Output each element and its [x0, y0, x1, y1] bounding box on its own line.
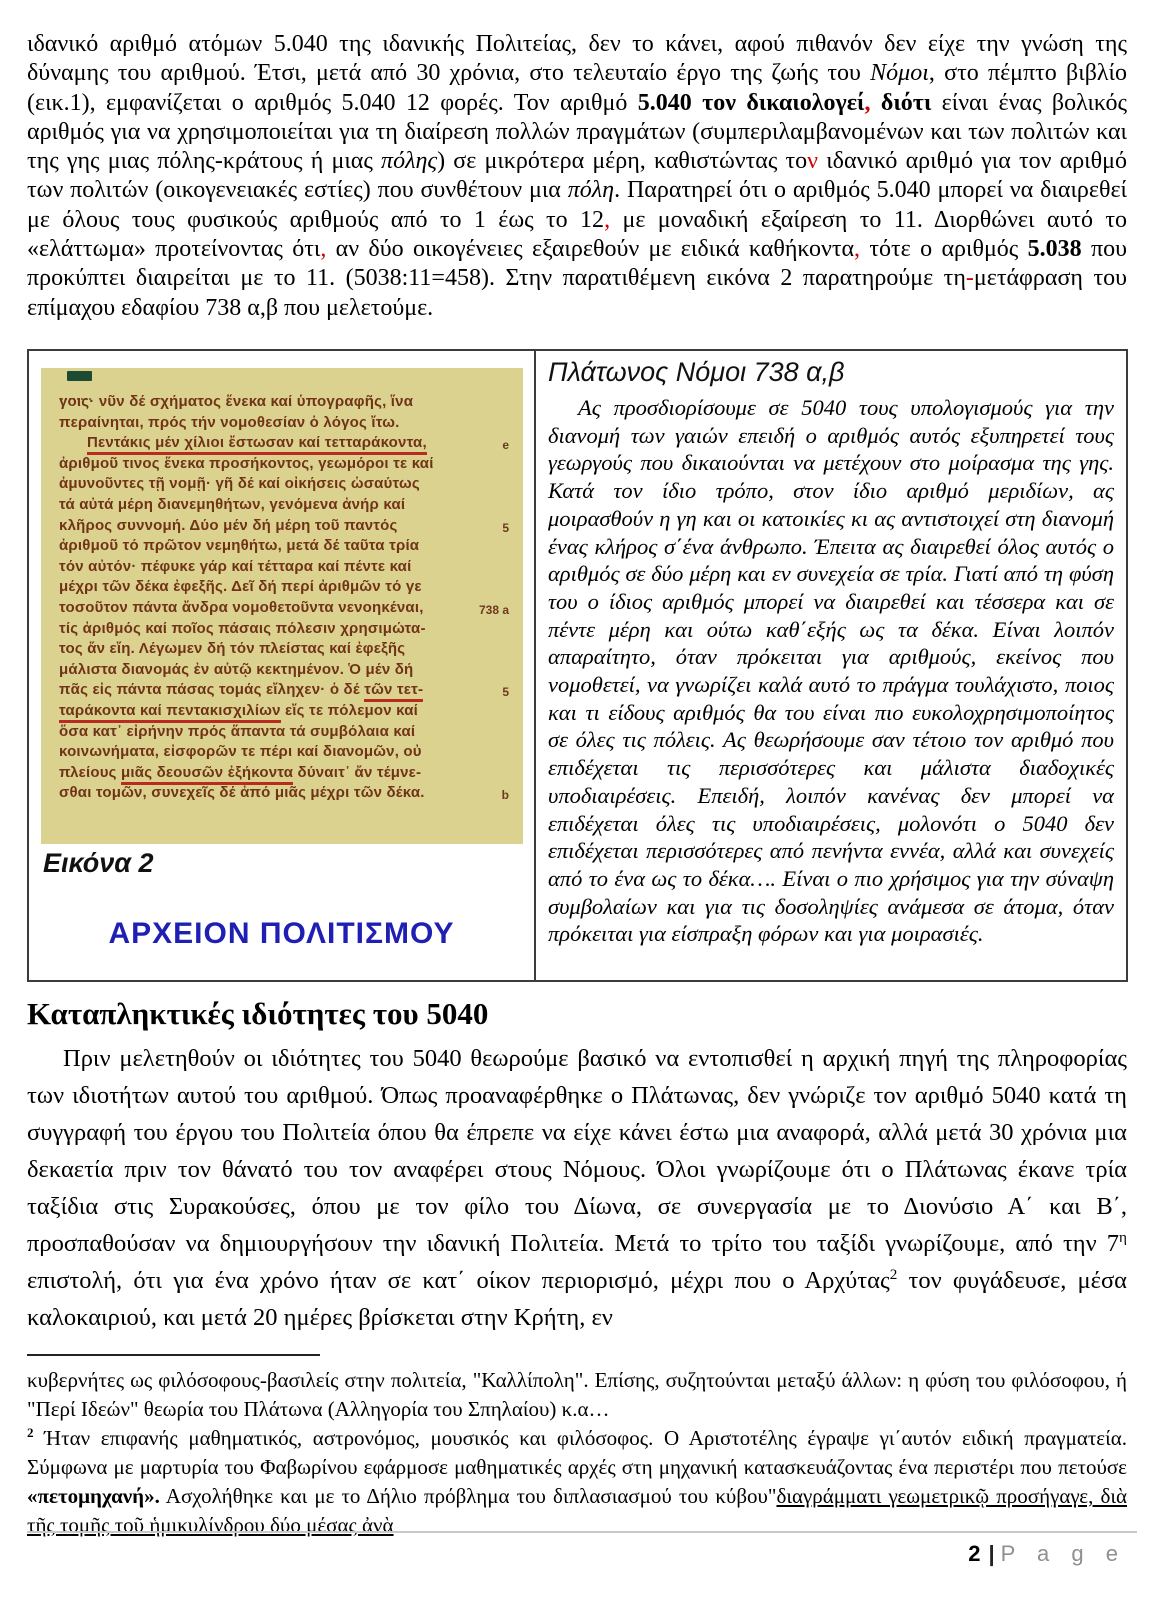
manuscript-line: ἀριθμοῦ τινος ἕνεκα προσήκοντος, γεωμόροι τε καί — [59, 454, 434, 472]
figure-left-cell — [29, 351, 534, 980]
page-label: P a g e — [1000, 1541, 1126, 1566]
manuscript-line: περαίνηται, πρός τήν νομοθεσίαν ὁ λόγος ἴτω. — [59, 413, 400, 431]
manuscript-line: ἀριθμοῦ τό πρῶτον νεμηθήτω, μετά δέ ταῦτα τρία — [59, 537, 420, 555]
manuscript-line: γοις· νῦν δέ σχήματος ἕνεκα καί ὑπογραφῆς, ἵνα — [59, 393, 414, 410]
manuscript-line: τος ἄν εἴη. Λέγωμεν δή τόν πλείστας καί ἐφεξῆς — [59, 640, 406, 658]
manuscript-line: τόν αὐτόν· πέφυκε γάρ καί τέτταρα καί πέντε καί — [59, 557, 412, 575]
bottom-rule — [27, 1531, 1137, 1533]
archive-logo-text: ΑΡΧΕΙΟΝ ΠΟΛΙΤΙΣΜΟΥ — [108, 917, 455, 950]
footnotes-block — [27, 1366, 1127, 1540]
section-heading: Καταπληκτικές ιδιότητες του 5040 — [27, 996, 489, 1031]
body-paragraph: Πριν μελετηθούν οι ιδιότητες του 5040 θεωρούμε βασικό να εντοπισθεί η αρχική πηγή της πληροφορίας των ιδιοτήτων αυτού του αριθμού. Όπως προαναφέρθηκε ο Πλάτωνας, δεν γνώριζε τον αριθμό 5040 κατά τη συγγραφή του έργου του Πολιτεία όπου θα έπρεπε να είχε κάνει έστω μια αναφορά, αλλά μετά 30 χρόνια μια δεκαετία πριν τον θάνατό του τον αναφέρει στους Νόμους. Όλοι γνωρίζουμε ότι ο Πλάτωνας έκανε τρία ταξίδια στις Συρακούσες, όπου με τον φίλο του Δίωνα, σε συνεργασία με το Διονύσιο Α΄ και Β΄, προσπαθούσαν να δημιουργήσουν την ιδανική Πολιτεία. Μετά το τρίτο του ταξίδι γνωρίζουμε, από την $7^\eta$ επιστολή, ότι για ένα χρόνο ήταν σε κατ΄ οίκον περιορισμό, μέχρι που ο Αρχύτας$^2$ τον φυγάδευσε, μέσα καλοκαιριού, και μετά 20 ημέρες βρίσκεται στην Κρήτη, εν — [27, 1045, 1128, 1331]
manuscript-margin-siglum: b — [501, 788, 509, 803]
footnote-separator — [27, 1354, 320, 1356]
intro-paragraph: ιδανικό αριθμό ατόμων 5.040 της ιδανικής Πολιτείας, δεν το κάνει, αφού πιθανόν δεν είχε την γνώση της δύναμης του αριθμού. Έτσι, μετά από 30 χρόνια, στο τελευταίο έργο της ζωής του Νόμοι, στο πέμπτο βιβλίο (εικ.1), εμφανίζεται ο αριθμός 5.040 12 φορές. Τον αριθμό 5.040 τον δικαιολογεί, διότι είναι ένας βολικός αριθμός για να χρησιμοποιείται για τη διαίρεση πολλών πραγμάτων (συμπεριλαμβανομένων και των πολιτών και της γης μιας πόλης-κράτους ή μιας πόλης) σε μικρότερα μέρη, καθιστώντας τον ιδανικό αριθμό για τον αριθμό των πολιτών (οικογενειακές εστίες) που συνθέτουν μια πόλη. Παρατηρεί ότι ο αριθμός 5.040 μπορεί να διαιρεθεί με όλους τους φυσικούς αριθμούς από το 1 έως το 12, με μοναδική εξαίρεση το 11. Διορθώνει αυτό το «ελάττωμα» προτείνοντας ότι, αν δύο οικογένειες εξαιρεθούν με ειδικά καθήκοντα, τότε ο αριθμός 5.038 που προκύπτει διαιρείται με το 11. (5038:11=458). Στην παρατιθέμενη εικόνα 2 παρατηρούμε τη-μετάφραση του επίμαχου εδαφίου 738 α,β που μελετούμε. — [27, 31, 1127, 321]
page-number: 2 — [968, 1541, 981, 1566]
manuscript-text — [41, 368, 523, 804]
plato-laws-translation: Ας προσδιορίσουμε σε 5040 τους υπολογισμούς για την διανομή των γαιών επειδή ο αριθμός αυτός εξυπηρετεί τους γεωργούς που δικαιούνται να μετέχουν στο μοίρασμα της γης. Κατά τον ίδιο τρόπο, στον ίδιο αριθμό μεριδίων, ας μοιρασθούν η γη και οι κατοικίες κι ας αντιστοιχεί στη διανομή ένας κλήρος σ΄ένα άνθρωπο. Έπειτα ας διαιρεθεί όλος αυτός ο αριθμός σε δύο μέρη και εν συνεχεία σε τρία. Γιατί από τη φύση του ο ίδιος αριθμός μπορεί να διαιρεθεί και τέσσερα και σε πέντε μέρη και ούτω καθ΄εξής ως τα δέκα. Είναι λοιπόν απαραίτητο, όταν πρόκειται για αριθμούς, εκείνος που νομοθετεί, να γνωρίζει καλά αυτό το πράγμα τουλάχιστο, ποιος και τι είδους αριθμός θα του είναι πιο ευκολοχρησιμοποίητος σε όλες τις πόλεις. Ας θεωρήσουμε σαν τέτοιο τον αριθμό που επιδέχεται τις περισσότερες και μάλιστα διαδοχικές υποδιαιρέσεις. Επειδή, λοιπόν κανένας δεν μπορεί να επιδέχεται όλες τις υποδιαιρέσεις, μολονότι ο 5040 δεν επιδέχεται περισσότερες από πενήντα εννέα, αλλά και συνεχείς από το ένα ως το δέκα…. Είναι ο πιο χρήσιμος για την σύναψη συμβολαίων και για τις δοσοληψίες ανάμεσα σε άτομα, όταν πρόκειται για είσπραξη φόρων και για μοιρασιές. — [548, 395, 1114, 947]
manuscript-line: ὅσα κατ᾽ εἰρήνην πρός ἅπαντα τά συμβόλαια καί — [59, 722, 416, 740]
manuscript-line: μάλιστα διανομάς ἐν αὑτῷ κεκτημένον. Ὁ μέν δή — [59, 660, 414, 678]
manuscript-line: κοινωνήματα, εἰσφορῶν τε πέρι καί διανομῶν, οὐ — [59, 743, 422, 761]
manuscript-line: πλείους μιᾶς δεουσῶν ἐξήκοντα δύναιτ᾽ ἄν τέμνε- — [59, 763, 463, 784]
manuscript-line: ἀμυνοῦντες τῇ νομῇ· γῆ δέ καί οἰκήσεις ὡσαύτως — [59, 475, 420, 493]
figure-box — [27, 349, 1128, 982]
manuscript-margin-siglum: e — [502, 438, 509, 453]
manuscript-line: πᾶς εἰς πάντα πάσας τομάς εἴληχεν· ὁ δέ τῶν τετ- 5 — [59, 680, 463, 701]
footnote-continuation: κυβερνήτες ως φιλόσοφους-βασιλείς στην πολιτεία, "Καλλίπολη". Επίσης, συζητούνται μεταξύ άλλων: η φύση του φιλόσοφου, ή "Περί Ιδεών" θεωρία του Πλάτωνα (Αλληγορία του Σπηλαίου) κ.α… — [27, 1368, 1127, 1421]
manuscript-margin-siglum: 738 a — [478, 602, 509, 617]
manuscript-margin-siglum: 5 — [502, 520, 509, 535]
manuscript-line: Πεντάκις μέν χίλιοι ἔστωσαν καί τετταράκοντα, e — [59, 433, 463, 454]
manuscript-margin-siglum: 5 — [502, 685, 509, 700]
manuscript-line: τίς ἀριθμός καί ποῖος πάσαις πόλεσιν χρησιμώτα- — [59, 619, 426, 637]
manuscript-line: σθαι τομῶν, συνεχεῖς δέ ἀπό μιᾶς μέχρι τῶν δέκα. b — [59, 783, 463, 804]
manuscript-line: κλῆρος συννομή. Δύο μέν δή μέρη τοῦ παντός 5 — [59, 516, 463, 537]
figure-right-cell — [534, 351, 1126, 980]
plato-laws-heading: Πλάτωνος Νόμοι 738 α,β — [548, 357, 845, 387]
figure-caption: Εικόνα 2 — [43, 848, 154, 878]
manuscript-image — [41, 368, 523, 844]
manuscript-line: τά αὐτά μέρη διανεμηθήτων, γενόμενα ἀνήρ καί — [59, 495, 406, 513]
manuscript-line: μέχρι τῶν δέκα ἐφεξῆς. Δεῖ δή περί ἀριθμῶν τό γε — [59, 578, 422, 596]
page-footer — [968, 1541, 1126, 1567]
footnote-2: $^2$ Ήταν επιφανής μαθηματικός, αστρονόμος, μουσικός και φιλόσοφος. Ο Αριστοτέλης έγραψε γι΄αυτόν ειδική πραγματεία. Σύμφωνα με μαρτυρία του Φαβωρίνου εφάρμοσε μαθηματικές αρχές στη μηχανική κατασκευάζοντας ένα περιστέρι που πετούσε «πετομηχανή». Ασχολήθηκε και με το Δήλιο πρόβλημα του διπλασιασμού του κύβου"διαγράμματι γεωμετρικῷ προσήγαγε, διὰ τῆς τομῆς τοῦ ἡμικυλίνδρου δύο μέσας ἀνὰ — [27, 1425, 1127, 1537]
manuscript-line: τοσοῦτον πάντα ἄνδρα νομοθετοῦντα νενοηκέναι, 738 a — [59, 598, 463, 619]
footer-pipe: | — [988, 1541, 995, 1566]
manuscript-line: ταράκοντα καί πεντακισχιλίων εἴς τε πόλεμον καί — [59, 701, 463, 722]
